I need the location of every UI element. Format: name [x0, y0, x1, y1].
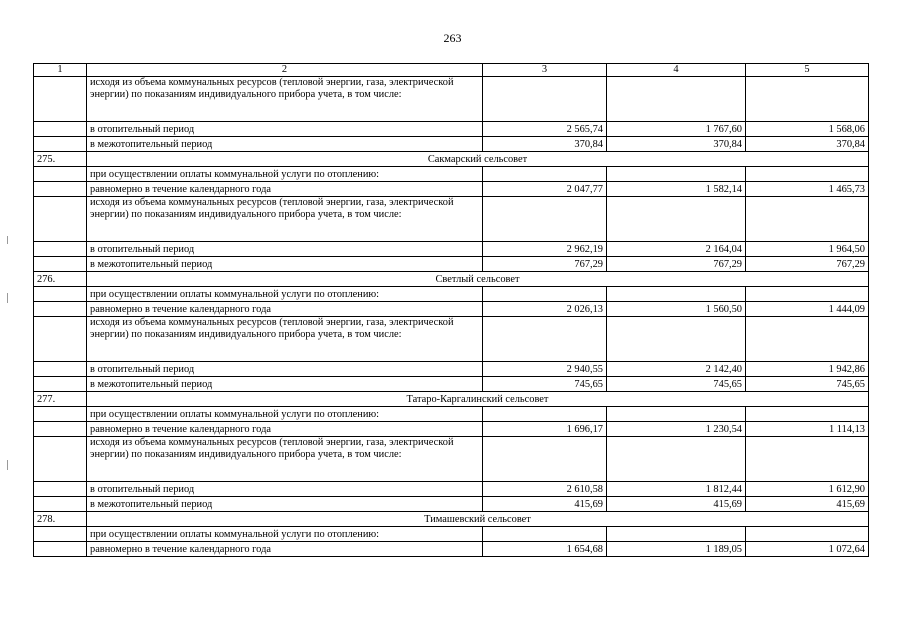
table-row — [34, 287, 869, 302]
value-col-4: 1 230,54 — [607, 422, 746, 437]
table-header-row — [34, 64, 869, 77]
table-section-row — [34, 152, 869, 167]
section-title: Сакмарский сельсовет — [87, 152, 869, 167]
table-row — [34, 437, 869, 482]
row-number — [34, 77, 87, 122]
row-number — [34, 527, 87, 542]
table-row — [34, 122, 869, 137]
scan-margin-mark — [7, 460, 8, 470]
data-table — [33, 63, 869, 557]
value-col-3: 2 026,13 — [483, 302, 607, 317]
row-number — [34, 362, 87, 377]
row-number — [34, 257, 87, 272]
value-col-5 — [746, 317, 869, 362]
table-row — [34, 422, 869, 437]
section-title: Тимашевский сельсовет — [87, 512, 869, 527]
row-number — [34, 497, 87, 512]
row-description: исходя из объема коммунальных ресурсов (тепловой энергии, газа, электрической энергии) по показаниям индивидуального прибора учета, в том числе: — [87, 437, 483, 482]
value-col-3: 415,69 — [483, 497, 607, 512]
value-col-3: 2 610,58 — [483, 482, 607, 497]
table-row — [34, 257, 869, 272]
value-col-3 — [483, 407, 607, 422]
row-description: равномерно в течение календарного года — [87, 422, 483, 437]
value-col-5: 1 964,50 — [746, 242, 869, 257]
value-col-5: 1 444,09 — [746, 302, 869, 317]
value-col-3: 2 962,19 — [483, 242, 607, 257]
value-col-5: 1 465,73 — [746, 182, 869, 197]
row-number — [34, 302, 87, 317]
value-col-5: 415,69 — [746, 497, 869, 512]
table-section-row — [34, 392, 869, 407]
row-description: равномерно в течение календарного года — [87, 302, 483, 317]
row-number: 275. — [34, 152, 87, 167]
row-number — [34, 242, 87, 257]
value-col-5: 767,29 — [746, 257, 869, 272]
value-col-5: 1 072,64 — [746, 542, 869, 557]
value-col-3: 1 654,68 — [483, 542, 607, 557]
row-number: 278. — [34, 512, 87, 527]
value-col-3 — [483, 527, 607, 542]
row-number — [34, 407, 87, 422]
row-description: при осуществлении оплаты коммунальной услуги по отоплению: — [87, 407, 483, 422]
value-col-5: 370,84 — [746, 137, 869, 152]
table-row — [34, 407, 869, 422]
value-col-4: 2 164,04 — [607, 242, 746, 257]
value-col-5 — [746, 77, 869, 122]
header-col-5: 5 — [746, 64, 869, 77]
row-description: в отопительный период — [87, 362, 483, 377]
value-col-4: 745,65 — [607, 377, 746, 392]
value-col-4: 2 142,40 — [607, 362, 746, 377]
value-col-4 — [607, 287, 746, 302]
table-section-row — [34, 272, 869, 287]
header-col-1: 1 — [34, 64, 87, 77]
value-col-3 — [483, 437, 607, 482]
row-number — [34, 197, 87, 242]
row-description: в отопительный период — [87, 242, 483, 257]
table-row — [34, 362, 869, 377]
value-col-5 — [746, 167, 869, 182]
value-col-3 — [483, 77, 607, 122]
table-row — [34, 167, 869, 182]
row-number — [34, 377, 87, 392]
value-col-5 — [746, 197, 869, 242]
row-description: в межотопительный период — [87, 257, 483, 272]
value-col-3 — [483, 167, 607, 182]
table-row — [34, 182, 869, 197]
row-description: равномерно в течение календарного года — [87, 542, 483, 557]
value-col-3: 2 047,77 — [483, 182, 607, 197]
table-row — [34, 497, 869, 512]
value-col-5: 745,65 — [746, 377, 869, 392]
table-row — [34, 302, 869, 317]
value-col-4 — [607, 527, 746, 542]
row-number: 276. — [34, 272, 87, 287]
value-col-4: 1 582,14 — [607, 182, 746, 197]
value-col-4 — [607, 317, 746, 362]
value-col-3 — [483, 197, 607, 242]
table-row — [34, 527, 869, 542]
value-col-5 — [746, 437, 869, 482]
value-col-4 — [607, 407, 746, 422]
value-col-4: 415,69 — [607, 497, 746, 512]
value-col-5: 1 568,06 — [746, 122, 869, 137]
value-col-4: 1 189,05 — [607, 542, 746, 557]
value-col-4: 1 560,50 — [607, 302, 746, 317]
value-col-4: 1 767,60 — [607, 122, 746, 137]
row-description: исходя из объема коммунальных ресурсов (тепловой энергии, газа, электрической энергии) по показаниям индивидуального прибора учета, в том числе: — [87, 197, 483, 242]
row-number — [34, 137, 87, 152]
row-description: при осуществлении оплаты коммунальной услуги по отоплению: — [87, 167, 483, 182]
row-description: в межотопительный период — [87, 497, 483, 512]
row-number — [34, 542, 87, 557]
value-col-5 — [746, 287, 869, 302]
table-row — [34, 482, 869, 497]
value-col-4 — [607, 437, 746, 482]
row-description: равномерно в течение календарного года — [87, 182, 483, 197]
row-description: при осуществлении оплаты коммунальной услуги по отоплению: — [87, 287, 483, 302]
value-col-3 — [483, 317, 607, 362]
row-number — [34, 182, 87, 197]
row-description: в отопительный период — [87, 122, 483, 137]
row-description: в отопительный период — [87, 482, 483, 497]
row-number — [34, 167, 87, 182]
row-number: 277. — [34, 392, 87, 407]
value-col-3: 1 696,17 — [483, 422, 607, 437]
header-col-3: 3 — [483, 64, 607, 77]
section-title: Татаро-Каргалинский сельсовет — [87, 392, 869, 407]
row-number — [34, 422, 87, 437]
page-number: 263 — [443, 31, 462, 45]
header-col-4: 4 — [607, 64, 746, 77]
row-number — [34, 317, 87, 362]
value-col-4: 767,29 — [607, 257, 746, 272]
table-row — [34, 242, 869, 257]
value-col-5 — [746, 527, 869, 542]
value-col-3: 745,65 — [483, 377, 607, 392]
value-col-4 — [607, 77, 746, 122]
value-col-4: 1 812,44 — [607, 482, 746, 497]
table-row — [34, 197, 869, 242]
value-col-3: 370,84 — [483, 137, 607, 152]
value-col-4 — [607, 167, 746, 182]
row-description: в межотопительный период — [87, 377, 483, 392]
value-col-3: 2 565,74 — [483, 122, 607, 137]
value-col-5: 1 942,86 — [746, 362, 869, 377]
value-col-3: 767,29 — [483, 257, 607, 272]
row-description: исходя из объема коммунальных ресурсов (тепловой энергии, газа, электрической энергии) по показаниям индивидуального прибора учета, в том числе: — [87, 77, 483, 122]
row-number — [34, 122, 87, 137]
table-row — [34, 317, 869, 362]
row-description: в межотопительный период — [87, 137, 483, 152]
row-number — [34, 482, 87, 497]
table-row — [34, 137, 869, 152]
value-col-5 — [746, 407, 869, 422]
value-col-5: 1 114,13 — [746, 422, 869, 437]
value-col-4 — [607, 197, 746, 242]
scan-margin-mark — [7, 236, 8, 244]
table-body — [34, 64, 869, 557]
table-row — [34, 377, 869, 392]
value-col-5: 1 612,90 — [746, 482, 869, 497]
value-col-3 — [483, 287, 607, 302]
value-col-4: 370,84 — [607, 137, 746, 152]
table-row — [34, 77, 869, 122]
row-number — [34, 437, 87, 482]
value-col-3: 2 940,55 — [483, 362, 607, 377]
table-section-row — [34, 512, 869, 527]
section-title: Светлый сельсовет — [87, 272, 869, 287]
row-description: исходя из объема коммунальных ресурсов (тепловой энергии, газа, электрической энергии) по показаниям индивидуального прибора учета, в том числе: — [87, 317, 483, 362]
table-row — [34, 542, 869, 557]
row-description: при осуществлении оплаты коммунальной услуги по отоплению: — [87, 527, 483, 542]
scan-margin-mark — [7, 293, 8, 303]
header-col-2: 2 — [87, 64, 483, 77]
row-number — [34, 287, 87, 302]
